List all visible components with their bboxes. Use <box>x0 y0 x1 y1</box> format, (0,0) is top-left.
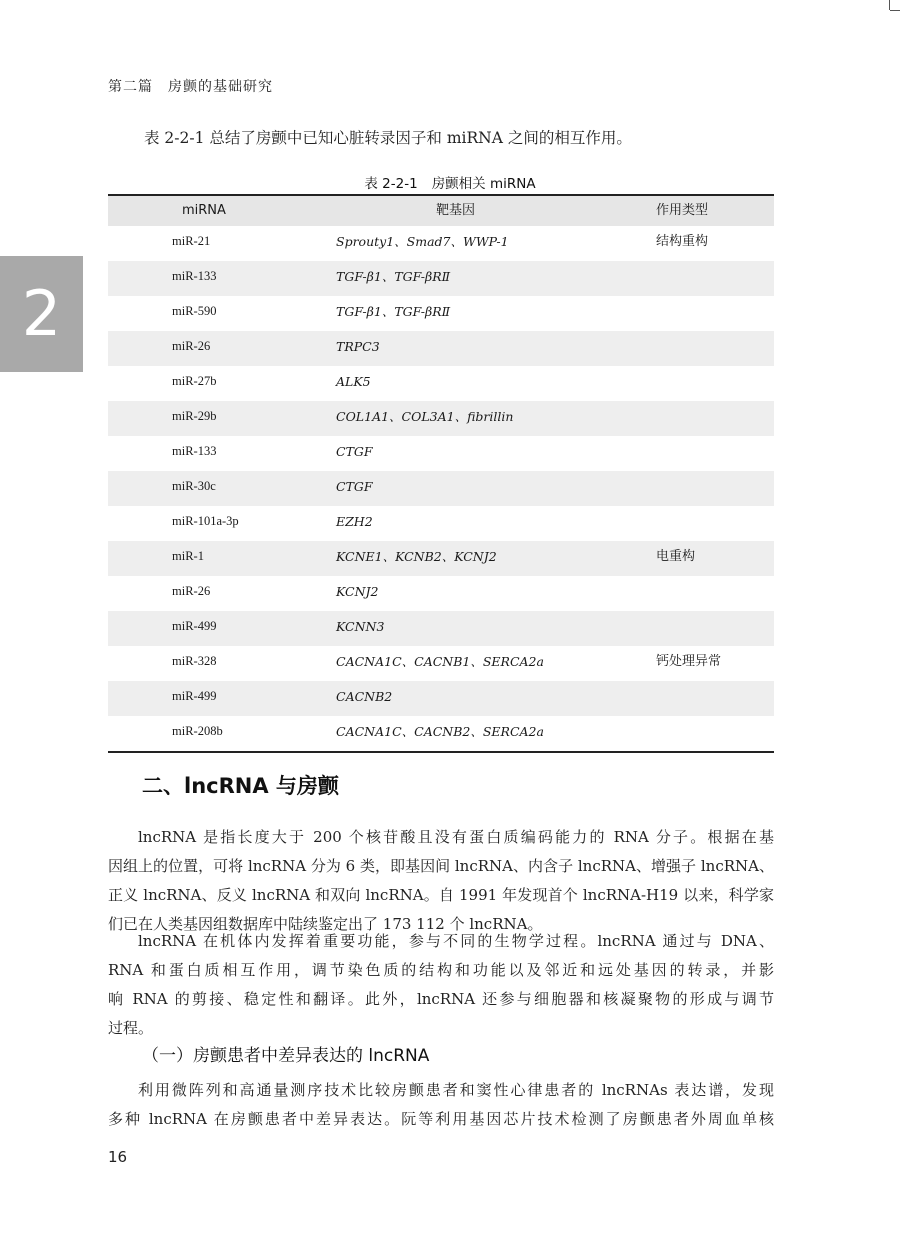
cell-mirna: miR-27b <box>172 374 217 388</box>
cell-effect-type <box>656 366 774 401</box>
cell-effect-type <box>656 261 774 296</box>
cell-mirna: miR-26 <box>172 339 211 353</box>
crop-mark <box>890 10 900 11</box>
table-row <box>108 681 774 716</box>
cell-effect-type <box>656 611 774 646</box>
cell-mirna: miR-101a-3p <box>172 514 239 528</box>
cell-mirna: miR-29b <box>172 409 217 423</box>
header-effect-type: 作用类型 <box>656 203 709 218</box>
table-row <box>108 541 774 576</box>
paragraph-line: lncRNA 是指长度大于 200 个核苷酸且没有蛋白质编码能力的 RNA 分子。根据在基 <box>138 828 774 846</box>
table-row <box>108 471 774 506</box>
table-row <box>108 576 774 611</box>
page-number: 16 <box>108 1148 128 1166</box>
table-caption-number: 表 2-2-1 <box>364 176 418 192</box>
paragraph-line: 响 RNA 的剪接、稳定性和翻译。此外，lncRNA 还参与细胞器和核凝聚物的形成与调节 <box>108 990 774 1008</box>
table-row <box>108 436 774 471</box>
cell-target-genes: CACNA1C、CACNB1、SERCA2a <box>336 654 544 669</box>
table-row <box>108 331 774 366</box>
cell-mirna: miR-30c <box>172 479 216 493</box>
cell-target-genes: CACNB2 <box>336 689 393 704</box>
table-row <box>108 296 774 331</box>
table-bottom-rule <box>108 751 774 753</box>
running-head: 第二篇 房颤的基础研究 <box>108 79 273 95</box>
cell-target-genes: KCNE1、KCNB2、KCNJ2 <box>336 549 497 564</box>
cell-effect-type: 钙处理异常 <box>656 654 722 669</box>
cell-target-genes: CTGF <box>336 444 373 459</box>
cell-target-genes: CTGF <box>336 479 373 494</box>
table-row <box>108 366 774 401</box>
cell-target-genes: TGF-β1、TGF-βRⅡ <box>336 269 451 284</box>
header-target-genes: 靶基因 <box>436 203 476 218</box>
mirna-table <box>108 194 774 753</box>
paragraph-3 <box>108 1076 774 1134</box>
cell-effect-type: 结构重构 <box>656 234 709 249</box>
cell-mirna: miR-21 <box>172 234 211 248</box>
paragraph-line: RNA 和蛋白质相互作用，调节染色质的结构和功能以及邻近和远处基因的转录，并影 <box>108 961 774 979</box>
cell-target-genes: KCNN3 <box>336 619 385 634</box>
table-caption <box>0 172 900 192</box>
table-row <box>108 226 774 261</box>
header-mirna: miRNA <box>182 203 226 218</box>
paragraph-line: 因组上的位置，可将 lncRNA 分为 6 类，即基因间 lncRNA、内含子 lncRNA、增强子 lncRNA、 <box>108 857 774 875</box>
cell-mirna: miR-1 <box>172 549 204 563</box>
cell-mirna: miR-26 <box>172 584 211 598</box>
paragraph-line: 过程。 <box>108 1019 154 1037</box>
cell-effect-type <box>656 716 774 751</box>
table-header-row <box>108 196 774 226</box>
paragraph-line: 正义 lncRNA、反义 lncRNA 和双向 lncRNA。自 1991 年发现首个 lncRNA-H19 以来，科学家 <box>108 886 774 904</box>
cell-mirna: miR-328 <box>172 654 217 668</box>
paragraph-line: 利用微阵列和高通量测序技术比较房颤患者和窦性心律患者的 lncRNAs 表达谱，发现 <box>138 1081 774 1099</box>
paragraph-1 <box>108 823 774 939</box>
table-row <box>108 261 774 296</box>
paragraph-line: 们已在人类基因组数据库中陆续鉴定出了 173 112 个 lncRNA。 <box>108 915 543 933</box>
cell-effect-type <box>656 681 774 716</box>
cell-effect-type <box>656 296 774 331</box>
cell-effect-type: 电重构 <box>656 549 696 564</box>
crop-mark <box>889 0 890 10</box>
cell-mirna: miR-499 <box>172 619 217 633</box>
table-body <box>108 226 774 751</box>
cell-target-genes: ALK5 <box>336 374 371 389</box>
cell-target-genes: EZH2 <box>336 514 373 529</box>
cell-mirna: miR-590 <box>172 304 217 318</box>
cell-mirna: miR-208b <box>172 724 223 738</box>
cell-target-genes: CACNA1C、CACNB2、SERCA2a <box>336 724 544 739</box>
cell-effect-type <box>656 401 774 436</box>
paragraph-2 <box>108 927 774 1043</box>
paragraph-line: 多种 lncRNA 在房颤患者中差异表达。阮等利用基因芯片技术检测了房颤患者外周血单核 <box>108 1110 774 1128</box>
table-row <box>108 611 774 646</box>
cell-target-genes: COL1A1、COL3A1、fibrillin <box>336 409 514 424</box>
intro-sentence: 表 2-2-1 总结了房颤中已知心脏转录因子和 miRNA 之间的相互作用。 <box>144 129 632 147</box>
table-caption-title: 房颤相关 miRNA <box>431 176 536 192</box>
chapter-tab: 2 <box>0 256 83 372</box>
cell-target-genes: KCNJ2 <box>336 584 379 599</box>
table-row <box>108 646 774 681</box>
cell-effect-type <box>656 576 774 611</box>
section-heading: 二、lncRNA 与房颤 <box>142 774 339 798</box>
cell-mirna: miR-499 <box>172 689 217 703</box>
table-row <box>108 716 774 751</box>
cell-target-genes: TRPC3 <box>336 339 380 354</box>
cell-effect-type <box>656 436 774 471</box>
cell-target-genes: TGF-β1、TGF-βRⅡ <box>336 304 451 319</box>
cell-mirna: miR-133 <box>172 269 217 283</box>
cell-effect-type <box>656 471 774 506</box>
paragraph-line: lncRNA 在机体内发挥着重要功能，参与不同的生物学过程。lncRNA 通过与 DNA、 <box>138 932 774 950</box>
table-row <box>108 401 774 436</box>
cell-mirna: miR-133 <box>172 444 217 458</box>
cell-effect-type <box>656 331 774 366</box>
cell-effect-type <box>656 506 774 541</box>
cell-target-genes: Sprouty1、Smad7、WWP-1 <box>336 234 509 249</box>
subsection-heading: （一）房颤患者中差异表达的 lncRNA <box>142 1046 430 1066</box>
table-row <box>108 506 774 541</box>
